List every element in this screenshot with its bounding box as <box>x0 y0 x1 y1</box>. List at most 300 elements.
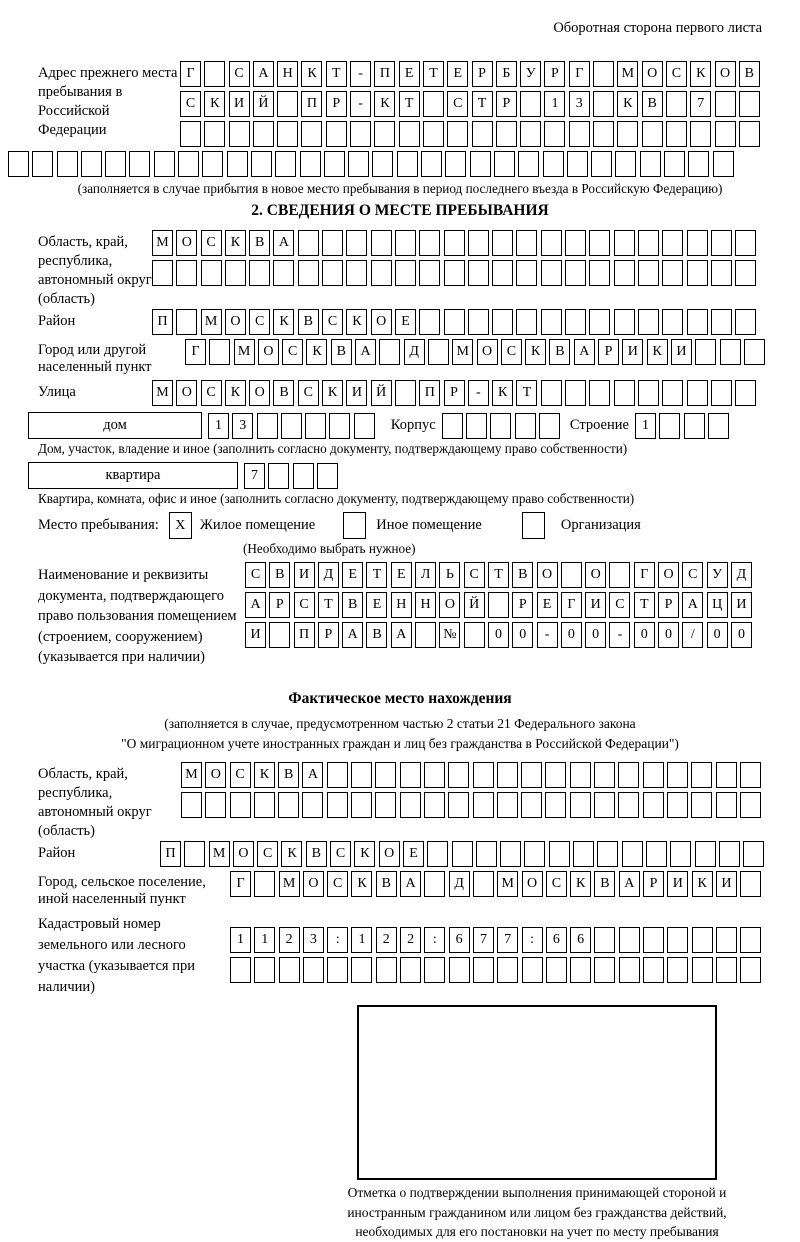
oblast-row-1 <box>152 230 756 256</box>
stroenie-label: Строение <box>569 417 629 433</box>
char-cell <box>516 230 537 256</box>
char-cell <box>329 413 350 439</box>
char-cell <box>351 957 372 983</box>
char-cell <box>415 622 436 648</box>
char-cell: 0 <box>488 622 509 648</box>
char-cell <box>690 121 711 147</box>
char-cell <box>322 260 343 286</box>
char-cell <box>351 792 372 818</box>
char-cell <box>303 957 324 983</box>
char-cell: Р <box>544 61 565 87</box>
char-cell: 7 <box>690 91 711 117</box>
char-cell: К <box>346 309 367 335</box>
document-label: Наименование и реквизиты документа, подтверждающего право пользования помещением (строением, сооружением) (указывается при наличии) <box>38 567 237 665</box>
char-cell <box>541 309 562 335</box>
gorod-label: Город или другой населенный пункт <box>38 342 152 375</box>
char-cell <box>687 380 708 406</box>
char-cell <box>541 230 562 256</box>
char-cell <box>249 260 270 286</box>
char-cell: А <box>342 622 363 648</box>
char-cell: 3 <box>569 91 590 117</box>
char-cell <box>395 380 416 406</box>
char-cell: С <box>682 562 703 588</box>
char-cell: 3 <box>303 927 324 953</box>
char-cell <box>684 413 705 439</box>
char-cell: И <box>671 339 692 365</box>
mesto-row <box>38 512 762 539</box>
char-cell: - <box>350 91 371 117</box>
char-cell <box>666 91 687 117</box>
document-field <box>38 562 762 690</box>
char-cell: Т <box>399 91 420 117</box>
char-cell <box>152 260 173 286</box>
char-cell: А <box>400 871 421 897</box>
char-cell <box>184 841 205 867</box>
char-cell <box>670 841 691 867</box>
char-cell <box>614 309 635 335</box>
char-cell <box>375 762 396 788</box>
char-cell: Е <box>391 562 412 588</box>
char-cell <box>497 792 518 818</box>
char-cell <box>687 230 708 256</box>
char-cell: Р <box>326 91 347 117</box>
char-cell: И <box>245 622 266 648</box>
char-cell: В <box>249 230 270 256</box>
char-cell: 0 <box>634 622 655 648</box>
char-cell <box>277 121 298 147</box>
char-cell <box>205 792 226 818</box>
char-cell <box>293 463 314 489</box>
char-cell: К <box>273 309 294 335</box>
char-cell <box>740 762 761 788</box>
char-cell <box>739 91 760 117</box>
char-cell <box>593 121 614 147</box>
char-cell: П <box>160 841 181 867</box>
char-cell <box>622 841 643 867</box>
char-cell: С <box>298 380 319 406</box>
char-cell <box>662 230 683 256</box>
char-cell <box>376 957 397 983</box>
char-cell: М <box>497 871 518 897</box>
char-cell: К <box>254 762 275 788</box>
char-cell: П <box>374 61 395 87</box>
char-cell: В <box>306 841 327 867</box>
char-cell: В <box>642 91 663 117</box>
char-cell: С <box>322 309 343 335</box>
char-cell: О <box>233 841 254 867</box>
prev-address-field <box>38 61 762 151</box>
oblast-field <box>38 230 762 309</box>
char-cell: Л <box>415 562 436 588</box>
char-cell <box>327 762 348 788</box>
char-cell: О <box>249 380 270 406</box>
char-cell: 3 <box>232 413 253 439</box>
kadastr-row-2 <box>230 957 761 983</box>
char-cell <box>716 957 737 983</box>
char-cell: К <box>306 339 327 365</box>
char-cell: Г <box>634 562 655 588</box>
kvartira-box: квартира <box>28 462 238 489</box>
char-cell: В <box>331 339 352 365</box>
char-cell: С <box>609 592 630 618</box>
char-cell <box>445 151 466 177</box>
checkbox-organizatsiya <box>522 512 545 539</box>
char-cell <box>711 309 732 335</box>
fact-title: Фактическое место нахождения <box>288 690 512 707</box>
char-cell: - <box>537 622 558 648</box>
char-cell: К <box>204 91 225 117</box>
char-cell <box>279 957 300 983</box>
char-cell: В <box>298 309 319 335</box>
char-cell <box>442 413 463 439</box>
char-cell: № <box>439 622 460 648</box>
char-cell: Т <box>516 380 537 406</box>
char-cell <box>524 841 545 867</box>
stroenie-cells <box>635 413 729 439</box>
char-cell <box>468 309 489 335</box>
char-cell <box>346 260 367 286</box>
char-cell: В <box>269 562 290 588</box>
char-cell: П <box>301 91 322 117</box>
char-cell: С <box>330 841 351 867</box>
char-cell <box>570 792 591 818</box>
char-cell: 0 <box>731 622 752 648</box>
char-cell: А <box>574 339 595 365</box>
char-cell: А <box>253 61 274 87</box>
char-cell: Й <box>253 91 274 117</box>
char-cell <box>423 91 444 117</box>
char-cell <box>589 260 610 286</box>
char-cell <box>473 957 494 983</box>
char-cell <box>638 230 659 256</box>
char-cell <box>522 957 543 983</box>
char-cell <box>201 260 222 286</box>
char-cell <box>643 957 664 983</box>
korpus-label: Корпус <box>390 417 436 433</box>
char-cell: О <box>371 309 392 335</box>
char-cell <box>643 762 664 788</box>
char-cell <box>300 151 321 177</box>
char-cell: 7 <box>497 927 518 953</box>
char-cell <box>520 91 541 117</box>
char-cell <box>448 792 469 818</box>
char-cell: О <box>477 339 498 365</box>
char-cell <box>619 927 640 953</box>
char-cell <box>740 927 761 953</box>
char-cell: 6 <box>546 927 567 953</box>
char-cell <box>667 792 688 818</box>
char-cell <box>500 841 521 867</box>
char-cell <box>204 61 225 87</box>
char-cell: П <box>152 309 173 335</box>
char-cell <box>743 841 764 867</box>
char-cell <box>397 151 418 177</box>
char-cell: 0 <box>658 622 679 648</box>
char-cell <box>372 151 393 177</box>
char-cell: К <box>570 871 591 897</box>
char-cell <box>662 260 683 286</box>
char-cell: 1 <box>208 413 229 439</box>
char-cell: И <box>622 339 643 365</box>
char-cell: С <box>201 380 222 406</box>
char-cell <box>561 562 582 588</box>
char-cell: 7 <box>473 927 494 953</box>
char-cell: Р <box>472 61 493 87</box>
char-cell: У <box>520 61 541 87</box>
char-cell <box>154 151 175 177</box>
char-cell <box>472 121 493 147</box>
char-cell <box>427 841 448 867</box>
char-cell <box>466 413 487 439</box>
char-cell <box>565 230 586 256</box>
document-row-2 <box>245 592 752 618</box>
char-cell: - <box>350 61 371 87</box>
char-cell: М <box>617 61 638 87</box>
char-cell <box>545 762 566 788</box>
char-cell <box>716 927 737 953</box>
char-cell: Д <box>404 339 425 365</box>
char-cell <box>324 151 345 177</box>
char-cell <box>614 380 635 406</box>
char-cell: Н <box>277 61 298 87</box>
char-cell <box>452 841 473 867</box>
char-cell <box>546 957 567 983</box>
char-cell <box>176 260 197 286</box>
char-cell: Т <box>318 592 339 618</box>
char-cell: О <box>303 871 324 897</box>
kvartira-caption: Квартира, комната, офис и иное (заполнить согласно документу, подтверждающему право собственности) <box>38 491 635 506</box>
char-cell <box>692 957 713 983</box>
char-cell <box>322 230 343 256</box>
gorod-field <box>38 339 762 376</box>
char-cell <box>424 871 445 897</box>
document-row-3 <box>245 622 752 648</box>
stamp-caption: Отметка о подтверждении выполнения принимающей стороной и иностранным гражданином или лицом без гражданства действий, необходимых для его постановки на учет по месту пребывания <box>347 1185 727 1239</box>
char-cell <box>735 230 756 256</box>
char-cell: О <box>585 562 606 588</box>
char-cell <box>257 413 278 439</box>
char-cell <box>646 841 667 867</box>
char-cell: Г <box>185 339 206 365</box>
char-cell <box>715 121 736 147</box>
char-cell: 6 <box>449 927 470 953</box>
section2-title: 2. СВЕДЕНИЯ О МЕСТЕ ПРЕБЫВАНИЯ <box>251 202 549 219</box>
char-cell: О <box>258 339 279 365</box>
char-cell <box>488 592 509 618</box>
char-cell <box>497 957 518 983</box>
kadastr-row-1 <box>230 927 761 953</box>
char-cell <box>687 309 708 335</box>
char-cell <box>254 792 275 818</box>
char-cell: В <box>739 61 760 87</box>
char-cell: / <box>682 622 703 648</box>
char-cell <box>400 792 421 818</box>
char-cell: Т <box>366 562 387 588</box>
char-cell <box>744 339 765 365</box>
char-cell <box>230 957 251 983</box>
char-cell: И <box>229 91 250 117</box>
char-cell: С <box>546 871 567 897</box>
ulitsa-field <box>38 380 762 410</box>
char-cell: Т <box>472 91 493 117</box>
char-cell <box>567 151 588 177</box>
char-cell <box>740 957 761 983</box>
char-cell: К <box>647 339 668 365</box>
char-cell <box>589 380 610 406</box>
char-cell: Й <box>371 380 392 406</box>
char-cell: М <box>152 380 173 406</box>
mesto-label: Место пребывания: <box>38 517 159 533</box>
char-cell: Р <box>643 871 664 897</box>
ulitsa-row <box>152 380 756 406</box>
char-cell <box>301 121 322 147</box>
char-cell <box>609 562 630 588</box>
char-cell: И <box>346 380 367 406</box>
char-cell: В <box>342 592 363 618</box>
char-cell: Т <box>326 61 347 87</box>
document-rows <box>245 562 752 652</box>
fact-oblast-label: Область, край, республика, автономный округ (область) <box>38 766 152 839</box>
char-cell <box>691 762 712 788</box>
char-cell <box>351 762 372 788</box>
char-cell <box>593 61 614 87</box>
char-cell: А <box>355 339 376 365</box>
char-cell <box>516 260 537 286</box>
char-cell: Г <box>180 61 201 87</box>
char-cell: 6 <box>570 927 591 953</box>
kvartira-row <box>38 462 762 489</box>
char-cell <box>32 151 53 177</box>
char-cell: К <box>354 841 375 867</box>
fact-raion-row <box>160 841 764 867</box>
char-cell: Р <box>444 380 465 406</box>
prev-address-row-2 <box>180 91 760 117</box>
char-cell <box>720 339 741 365</box>
prev-address-row-1 <box>180 61 760 87</box>
prev-address-rows <box>180 61 760 151</box>
char-cell: 0 <box>707 622 728 648</box>
char-cell <box>209 339 230 365</box>
char-cell <box>129 151 150 177</box>
char-cell <box>473 762 494 788</box>
char-cell: О <box>642 61 663 87</box>
char-cell <box>421 151 442 177</box>
char-cell <box>317 463 338 489</box>
char-cell: О <box>176 380 197 406</box>
dom-caption: Дом, участок, владение и иное (заполнить согласно документу, подтверждающему право собственности) <box>38 441 628 456</box>
char-cell <box>305 413 326 439</box>
char-cell <box>400 957 421 983</box>
char-cell <box>227 151 248 177</box>
char-cell <box>711 260 732 286</box>
char-cell: Е <box>342 562 363 588</box>
char-cell <box>105 151 126 177</box>
char-cell: Е <box>366 592 387 618</box>
char-cell <box>549 841 570 867</box>
char-cell <box>664 151 685 177</box>
char-cell <box>617 121 638 147</box>
char-cell <box>444 309 465 335</box>
char-cell <box>735 380 756 406</box>
char-cell <box>518 151 539 177</box>
char-cell: 1 <box>635 413 656 439</box>
char-cell: М <box>452 339 473 365</box>
char-cell <box>543 151 564 177</box>
char-cell <box>691 792 712 818</box>
char-cell: И <box>585 592 606 618</box>
checkbox-zhiloe: X <box>169 512 192 539</box>
char-cell: - <box>468 380 489 406</box>
char-cell <box>619 957 640 983</box>
char-cell <box>424 957 445 983</box>
char-cell <box>638 260 659 286</box>
char-cell <box>692 927 713 953</box>
char-cell: К <box>281 841 302 867</box>
char-cell <box>254 957 275 983</box>
char-cell: Р <box>598 339 619 365</box>
char-cell: Ц <box>707 592 728 618</box>
char-cell: В <box>278 762 299 788</box>
char-cell: И <box>716 871 737 897</box>
char-cell <box>565 260 586 286</box>
char-cell <box>516 309 537 335</box>
char-cell <box>273 260 294 286</box>
fact-oblast-rows <box>181 762 761 822</box>
char-cell <box>545 792 566 818</box>
mesto-option-inoe-label: Иное помещение <box>376 517 482 533</box>
fact-oblast-row-2 <box>181 792 761 818</box>
korpus-cells <box>442 413 560 439</box>
raion-field <box>38 309 762 339</box>
char-cell <box>254 871 275 897</box>
char-cell <box>348 151 369 177</box>
char-cell: Ь <box>439 562 460 588</box>
char-cell <box>346 230 367 256</box>
char-cell <box>395 230 416 256</box>
char-cell: Т <box>423 61 444 87</box>
char-cell <box>713 151 734 177</box>
char-cell <box>515 413 536 439</box>
char-cell <box>225 260 246 286</box>
char-cell: : <box>522 927 543 953</box>
char-cell <box>594 927 615 953</box>
char-cell <box>424 762 445 788</box>
char-cell: О <box>205 762 226 788</box>
char-cell: К <box>225 380 246 406</box>
char-cell <box>470 151 491 177</box>
char-cell <box>424 792 445 818</box>
char-cell: М <box>234 339 255 365</box>
char-cell <box>277 91 298 117</box>
char-cell <box>667 927 688 953</box>
char-cell: Н <box>391 592 412 618</box>
char-cell <box>570 762 591 788</box>
char-cell: С <box>501 339 522 365</box>
char-cell: О <box>439 592 460 618</box>
ulitsa-label: Улица <box>38 384 76 400</box>
char-cell <box>468 230 489 256</box>
char-cell: М <box>181 762 202 788</box>
char-cell <box>716 792 737 818</box>
char-cell <box>521 792 542 818</box>
char-cell <box>327 957 348 983</box>
dom-row <box>38 412 762 439</box>
char-cell: В <box>273 380 294 406</box>
char-cell <box>419 260 440 286</box>
char-cell <box>302 792 323 818</box>
char-cell <box>593 91 614 117</box>
char-cell <box>614 230 635 256</box>
